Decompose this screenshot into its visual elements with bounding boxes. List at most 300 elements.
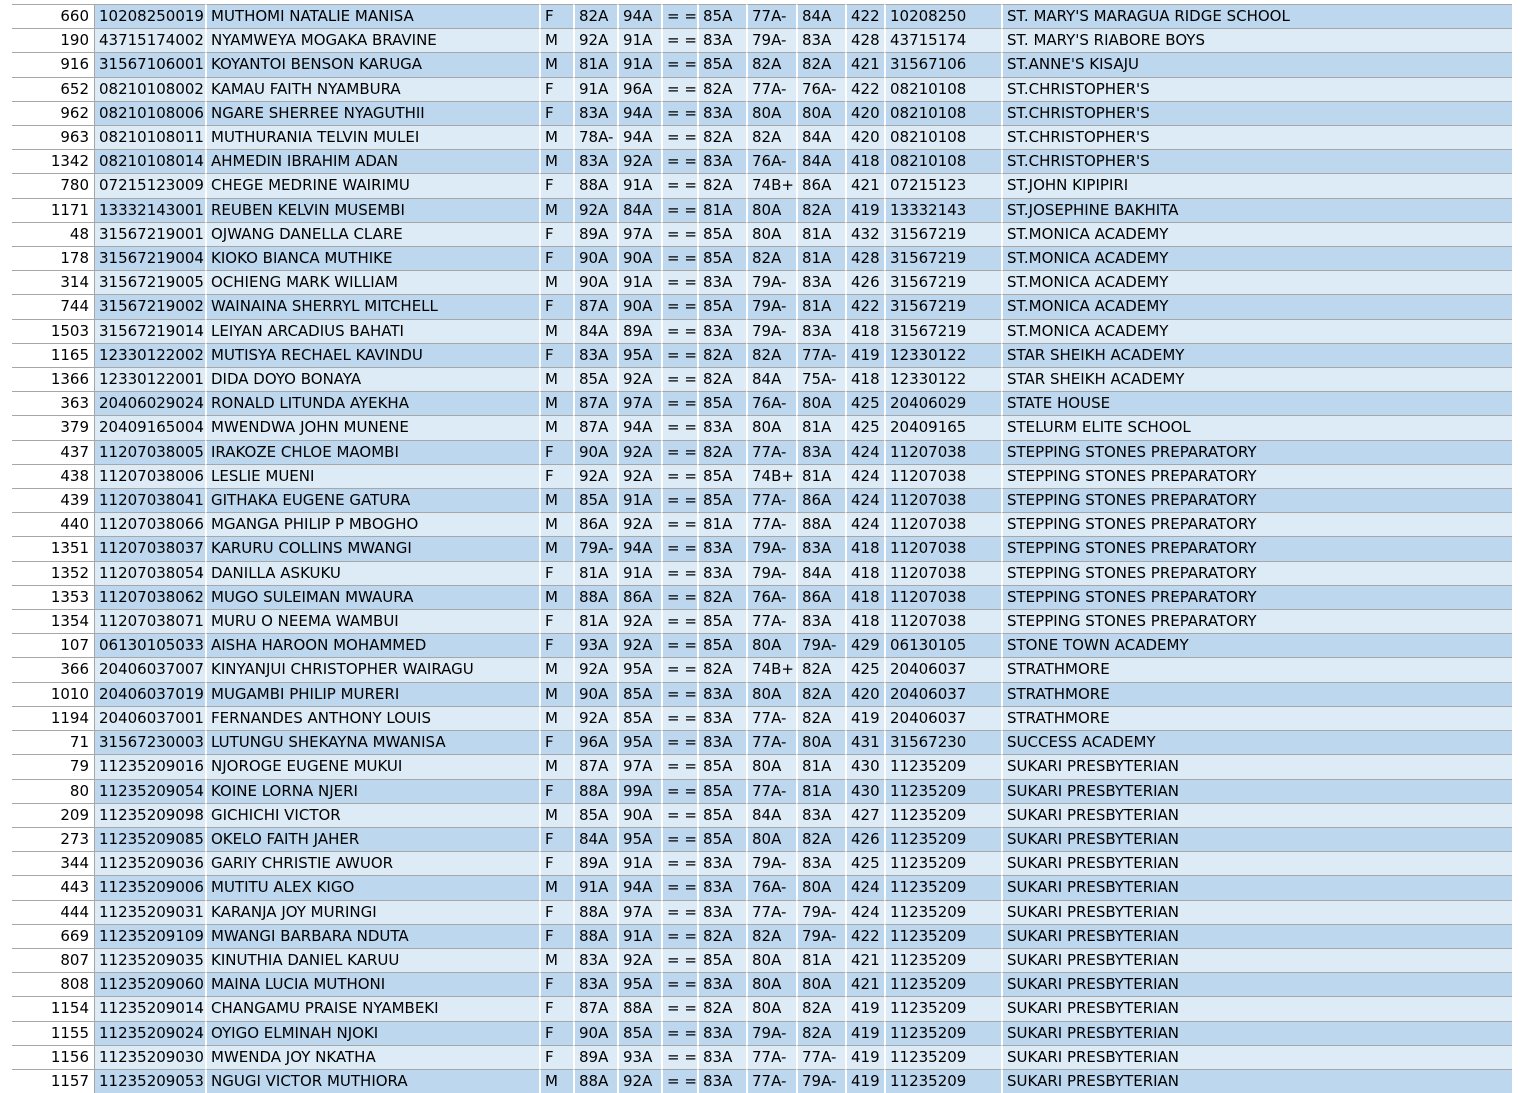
grade-cell: 90A bbox=[573, 682, 617, 706]
candidate-name-cell: OCHIENG MARK WILLIAM bbox=[205, 270, 539, 294]
position-cell: 1366 bbox=[12, 367, 95, 391]
school-name-cell: ST.JOHN KIPIPIRI bbox=[1001, 173, 1512, 197]
candidate-name-cell: KOYANTOI BENSON KARUGA bbox=[205, 52, 539, 76]
grade-cell: 92A bbox=[617, 948, 661, 972]
grade-cell: 79A- bbox=[796, 924, 845, 948]
school-name-cell: ST.JOSEPHINE BAKHITA bbox=[1001, 198, 1512, 222]
school-code-cell: 11235209 bbox=[884, 1069, 1001, 1093]
position-cell: 438 bbox=[12, 464, 95, 488]
grade-cell: 83A bbox=[697, 149, 746, 173]
grade-cell: 81A bbox=[796, 754, 845, 778]
total-marks-cell: 427 bbox=[845, 803, 884, 827]
grade-cell: = = bbox=[661, 536, 697, 560]
grade-cell: 92A bbox=[573, 706, 617, 730]
position-cell: 1010 bbox=[12, 682, 95, 706]
candidate-name-cell: NGUGI VICTOR MUTHIORA bbox=[205, 1069, 539, 1093]
position-cell: 1194 bbox=[12, 706, 95, 730]
index-number-cell: 43715174002 bbox=[95, 28, 205, 52]
school-code-cell: 10208250 bbox=[884, 4, 1001, 28]
position-cell: 660 bbox=[12, 4, 95, 28]
grade-cell: = = bbox=[661, 149, 697, 173]
grade-cell: 89A bbox=[573, 1045, 617, 1069]
position-cell: 48 bbox=[12, 222, 95, 246]
grade-cell: 77A- bbox=[746, 1069, 796, 1093]
index-number-cell: 11235209109 bbox=[95, 924, 205, 948]
index-number-cell: 11235209031 bbox=[95, 900, 205, 924]
total-marks-cell: 425 bbox=[845, 391, 884, 415]
grade-cell: 91A bbox=[617, 173, 661, 197]
gender-cell: M bbox=[539, 270, 573, 294]
school-name-cell: STEPPING STONES PREPARATORY bbox=[1001, 536, 1512, 560]
grade-cell: 83A bbox=[697, 536, 746, 560]
grade-cell: 85A bbox=[697, 464, 746, 488]
candidate-name-cell: OJWANG DANELLA CLARE bbox=[205, 222, 539, 246]
table-row bbox=[12, 52, 1512, 76]
position-cell: 1342 bbox=[12, 149, 95, 173]
grade-cell: 88A bbox=[573, 900, 617, 924]
school-name-cell: ST.CHRISTOPHER'S bbox=[1001, 77, 1512, 101]
index-number-cell: 20406037007 bbox=[95, 657, 205, 681]
school-code-cell: 11235209 bbox=[884, 875, 1001, 899]
school-code-cell: 31567219 bbox=[884, 294, 1001, 318]
grade-cell: 86A bbox=[796, 173, 845, 197]
total-marks-cell: 424 bbox=[845, 464, 884, 488]
grade-cell: 97A bbox=[617, 900, 661, 924]
position-cell: 107 bbox=[12, 633, 95, 657]
total-marks-cell: 418 bbox=[845, 561, 884, 585]
total-marks-cell: 418 bbox=[845, 536, 884, 560]
total-marks-cell: 419 bbox=[845, 343, 884, 367]
school-name-cell: ST. MARY'S RIABORE BOYS bbox=[1001, 28, 1512, 52]
grade-cell: 90A bbox=[573, 270, 617, 294]
grade-cell: 85A bbox=[697, 294, 746, 318]
table-row bbox=[12, 972, 1512, 996]
table-row bbox=[12, 391, 1512, 415]
school-name-cell: STEPPING STONES PREPARATORY bbox=[1001, 464, 1512, 488]
total-marks-cell: 422 bbox=[845, 924, 884, 948]
grade-cell: = = bbox=[661, 77, 697, 101]
grade-cell: 90A bbox=[573, 246, 617, 270]
grade-cell: 82A bbox=[796, 682, 845, 706]
grade-cell: = = bbox=[661, 585, 697, 609]
grade-cell: 81A bbox=[697, 512, 746, 536]
table-row bbox=[12, 149, 1512, 173]
grade-cell: 82A bbox=[697, 343, 746, 367]
grade-cell: = = bbox=[661, 222, 697, 246]
candidate-name-cell: MWENDWA JOHN MUNENE bbox=[205, 415, 539, 439]
total-marks-cell: 421 bbox=[845, 173, 884, 197]
grade-cell: = = bbox=[661, 270, 697, 294]
school-name-cell: ST.MONICA ACADEMY bbox=[1001, 246, 1512, 270]
school-name-cell: STAR SHEIKH ACADEMY bbox=[1001, 343, 1512, 367]
grade-cell: 85A bbox=[617, 682, 661, 706]
results-body bbox=[12, 4, 1512, 1093]
school-code-cell: 11207038 bbox=[884, 609, 1001, 633]
candidate-name-cell: MURU O NEEMA WAMBUI bbox=[205, 609, 539, 633]
grade-cell: 83A bbox=[697, 730, 746, 754]
grade-cell: 79A- bbox=[746, 294, 796, 318]
grade-cell: 94A bbox=[617, 875, 661, 899]
grade-cell: 85A bbox=[697, 391, 746, 415]
index-number-cell: 06130105033 bbox=[95, 633, 205, 657]
index-number-cell: 11235209098 bbox=[95, 803, 205, 827]
position-cell: 314 bbox=[12, 270, 95, 294]
grade-cell: 77A- bbox=[746, 488, 796, 512]
index-number-cell: 31567106001 bbox=[95, 52, 205, 76]
table-row bbox=[12, 633, 1512, 657]
grade-cell: 83A bbox=[796, 803, 845, 827]
grade-cell: 80A bbox=[746, 415, 796, 439]
school-name-cell: ST.ANNE'S KISAJU bbox=[1001, 52, 1512, 76]
grade-cell: 85A bbox=[697, 488, 746, 512]
grade-cell: 85A bbox=[697, 4, 746, 28]
grade-cell: 84A bbox=[746, 803, 796, 827]
total-marks-cell: 422 bbox=[845, 4, 884, 28]
total-marks-cell: 424 bbox=[845, 440, 884, 464]
school-code-cell: 20409165 bbox=[884, 415, 1001, 439]
grade-cell: = = bbox=[661, 391, 697, 415]
grade-cell: 83A bbox=[573, 972, 617, 996]
position-cell: 1155 bbox=[12, 1021, 95, 1045]
table-row bbox=[12, 682, 1512, 706]
grade-cell: 82A bbox=[697, 173, 746, 197]
index-number-cell: 11235209014 bbox=[95, 996, 205, 1020]
grade-cell: 85A bbox=[697, 222, 746, 246]
grade-cell: 80A bbox=[796, 391, 845, 415]
gender-cell: F bbox=[539, 779, 573, 803]
grade-cell: 91A bbox=[617, 924, 661, 948]
grade-cell: 83A bbox=[573, 948, 617, 972]
grade-cell: 83A bbox=[697, 270, 746, 294]
school-code-cell: 20406037 bbox=[884, 657, 1001, 681]
grade-cell: 90A bbox=[617, 294, 661, 318]
table-row bbox=[12, 464, 1512, 488]
school-name-cell: SUKARI PRESBYTERIAN bbox=[1001, 851, 1512, 875]
table-row bbox=[12, 657, 1512, 681]
grade-cell: 80A bbox=[796, 972, 845, 996]
grade-cell: = = bbox=[661, 415, 697, 439]
table-row bbox=[12, 827, 1512, 851]
school-code-cell: 08210108 bbox=[884, 77, 1001, 101]
grade-cell: = = bbox=[661, 246, 697, 270]
index-number-cell: 11235209030 bbox=[95, 1045, 205, 1069]
table-row bbox=[12, 294, 1512, 318]
grade-cell: 85A bbox=[697, 754, 746, 778]
table-row bbox=[12, 996, 1512, 1020]
index-number-cell: 11207038062 bbox=[95, 585, 205, 609]
total-marks-cell: 418 bbox=[845, 609, 884, 633]
index-number-cell: 11235209085 bbox=[95, 827, 205, 851]
gender-cell: F bbox=[539, 972, 573, 996]
grade-cell: 82A bbox=[697, 585, 746, 609]
position-cell: 963 bbox=[12, 125, 95, 149]
grade-cell: 79A- bbox=[746, 319, 796, 343]
gender-cell: M bbox=[539, 657, 573, 681]
gender-cell: F bbox=[539, 464, 573, 488]
grade-cell: 77A- bbox=[746, 4, 796, 28]
gender-cell: F bbox=[539, 77, 573, 101]
school-name-cell: ST.CHRISTOPHER'S bbox=[1001, 101, 1512, 125]
school-name-cell: SUKARI PRESBYTERIAN bbox=[1001, 948, 1512, 972]
grade-cell: 81A bbox=[573, 609, 617, 633]
total-marks-cell: 425 bbox=[845, 657, 884, 681]
candidate-name-cell: OKELO FAITH JAHER bbox=[205, 827, 539, 851]
grade-cell: 91A bbox=[617, 561, 661, 585]
table-row bbox=[12, 440, 1512, 464]
grade-cell: 82A bbox=[697, 77, 746, 101]
gender-cell: F bbox=[539, 101, 573, 125]
grade-cell: 91A bbox=[617, 52, 661, 76]
gender-cell: F bbox=[539, 222, 573, 246]
school-code-cell: 11235209 bbox=[884, 827, 1001, 851]
school-name-cell: SUKARI PRESBYTERIAN bbox=[1001, 972, 1512, 996]
school-code-cell: 11235209 bbox=[884, 851, 1001, 875]
grade-cell: 89A bbox=[573, 222, 617, 246]
grade-cell: = = bbox=[661, 319, 697, 343]
grade-cell: 92A bbox=[617, 149, 661, 173]
candidate-name-cell: MWENDA JOY NKATHA bbox=[205, 1045, 539, 1069]
position-cell: 1354 bbox=[12, 609, 95, 633]
candidate-name-cell: KAMAU FAITH NYAMBURA bbox=[205, 77, 539, 101]
grade-cell: 90A bbox=[573, 440, 617, 464]
grade-cell: 77A- bbox=[746, 900, 796, 924]
table-row bbox=[12, 561, 1512, 585]
grade-cell: 80A bbox=[746, 996, 796, 1020]
table-row bbox=[12, 851, 1512, 875]
table-row bbox=[12, 246, 1512, 270]
grade-cell: = = bbox=[661, 803, 697, 827]
grade-cell: 83A bbox=[697, 851, 746, 875]
total-marks-cell: 419 bbox=[845, 1045, 884, 1069]
grade-cell: 82A bbox=[796, 706, 845, 730]
grade-cell: 83A bbox=[697, 415, 746, 439]
gender-cell: F bbox=[539, 924, 573, 948]
grade-cell: 83A bbox=[573, 343, 617, 367]
grade-cell: = = bbox=[661, 488, 697, 512]
gender-cell: F bbox=[539, 1045, 573, 1069]
total-marks-cell: 430 bbox=[845, 779, 884, 803]
candidate-name-cell: KINYANJUI CHRISTOPHER WAIRAGU bbox=[205, 657, 539, 681]
gender-cell: M bbox=[539, 319, 573, 343]
grade-cell: 83A bbox=[796, 851, 845, 875]
position-cell: 178 bbox=[12, 246, 95, 270]
table-row bbox=[12, 754, 1512, 778]
gender-cell: M bbox=[539, 367, 573, 391]
index-number-cell: 08210108011 bbox=[95, 125, 205, 149]
school-code-cell: 20406037 bbox=[884, 682, 1001, 706]
school-name-cell: STELURM ELITE SCHOOL bbox=[1001, 415, 1512, 439]
grade-cell: 92A bbox=[617, 633, 661, 657]
grade-cell: 82A bbox=[573, 4, 617, 28]
grade-cell: 81A bbox=[796, 294, 845, 318]
grade-cell: 88A bbox=[573, 1069, 617, 1093]
grade-cell: 80A bbox=[796, 730, 845, 754]
grade-cell: 85A bbox=[573, 367, 617, 391]
grade-cell: 81A bbox=[796, 222, 845, 246]
index-number-cell: 11235209016 bbox=[95, 754, 205, 778]
school-code-cell: 31567219 bbox=[884, 222, 1001, 246]
school-name-cell: SUKARI PRESBYTERIAN bbox=[1001, 875, 1512, 899]
position-cell: 916 bbox=[12, 52, 95, 76]
index-number-cell: 11207038066 bbox=[95, 512, 205, 536]
candidate-name-cell: LESLIE MUENI bbox=[205, 464, 539, 488]
grade-cell: 83A bbox=[697, 972, 746, 996]
position-cell: 80 bbox=[12, 779, 95, 803]
candidate-name-cell: MUTHURANIA TELVIN MULEI bbox=[205, 125, 539, 149]
school-name-cell: STRATHMORE bbox=[1001, 657, 1512, 681]
grade-cell: 91A bbox=[617, 28, 661, 52]
school-code-cell: 43715174 bbox=[884, 28, 1001, 52]
total-marks-cell: 421 bbox=[845, 948, 884, 972]
school-code-cell: 11207038 bbox=[884, 464, 1001, 488]
grade-cell: 76A- bbox=[746, 149, 796, 173]
grade-cell: 88A bbox=[617, 996, 661, 1020]
table-row bbox=[12, 173, 1512, 197]
grade-cell: = = bbox=[661, 101, 697, 125]
grade-cell: 85A bbox=[697, 246, 746, 270]
index-number-cell: 31567219014 bbox=[95, 319, 205, 343]
school-name-cell: SUKARI PRESBYTERIAN bbox=[1001, 1021, 1512, 1045]
candidate-name-cell: AHMEDIN IBRAHIM ADAN bbox=[205, 149, 539, 173]
grade-cell: 81A bbox=[796, 779, 845, 803]
table-row bbox=[12, 948, 1512, 972]
candidate-name-cell: MGANGA PHILIP P MBOGHO bbox=[205, 512, 539, 536]
grade-cell: 83A bbox=[697, 875, 746, 899]
grade-cell: 89A bbox=[573, 851, 617, 875]
grade-cell: 95A bbox=[617, 657, 661, 681]
table-row bbox=[12, 924, 1512, 948]
gender-cell: M bbox=[539, 198, 573, 222]
school-code-cell: 31567230 bbox=[884, 730, 1001, 754]
table-row bbox=[12, 875, 1512, 899]
grade-cell: 74B+ bbox=[746, 173, 796, 197]
total-marks-cell: 421 bbox=[845, 52, 884, 76]
position-cell: 439 bbox=[12, 488, 95, 512]
gender-cell: M bbox=[539, 125, 573, 149]
grade-cell: 94A bbox=[617, 4, 661, 28]
grade-cell: 93A bbox=[573, 633, 617, 657]
grade-cell: 75A- bbox=[796, 367, 845, 391]
grade-cell: 83A bbox=[697, 1045, 746, 1069]
school-code-cell: 13332143 bbox=[884, 198, 1001, 222]
grade-cell: = = bbox=[661, 754, 697, 778]
grade-cell: 83A bbox=[573, 101, 617, 125]
grade-cell: 94A bbox=[617, 415, 661, 439]
school-name-cell: ST.CHRISTOPHER'S bbox=[1001, 125, 1512, 149]
school-code-cell: 08210108 bbox=[884, 125, 1001, 149]
school-name-cell: STEPPING STONES PREPARATORY bbox=[1001, 609, 1512, 633]
grade-cell: 97A bbox=[617, 391, 661, 415]
grade-cell: 91A bbox=[617, 488, 661, 512]
grade-cell: 85A bbox=[573, 803, 617, 827]
position-cell: 1503 bbox=[12, 319, 95, 343]
grade-cell: 77A- bbox=[746, 706, 796, 730]
grade-cell: 97A bbox=[617, 222, 661, 246]
grade-cell: 83A bbox=[796, 319, 845, 343]
grade-cell: 84A bbox=[746, 367, 796, 391]
position-cell: 443 bbox=[12, 875, 95, 899]
index-number-cell: 31567219004 bbox=[95, 246, 205, 270]
grade-cell: 83A bbox=[697, 319, 746, 343]
grade-cell: 76A- bbox=[746, 875, 796, 899]
school-name-cell: ST.MONICA ACADEMY bbox=[1001, 294, 1512, 318]
grade-cell: 77A- bbox=[746, 440, 796, 464]
candidate-name-cell: KOINE LORNA NJERI bbox=[205, 779, 539, 803]
candidate-name-cell: LUTUNGU SHEKAYNA MWANISA bbox=[205, 730, 539, 754]
total-marks-cell: 420 bbox=[845, 101, 884, 125]
table-row bbox=[12, 609, 1512, 633]
grade-cell: 77A- bbox=[746, 609, 796, 633]
grade-cell: 79A- bbox=[746, 1021, 796, 1045]
candidate-name-cell: DANILLA ASKUKU bbox=[205, 561, 539, 585]
school-code-cell: 11207038 bbox=[884, 488, 1001, 512]
school-code-cell: 11235209 bbox=[884, 1045, 1001, 1069]
grade-cell: 81A bbox=[796, 948, 845, 972]
school-name-cell: ST.MONICA ACADEMY bbox=[1001, 222, 1512, 246]
index-number-cell: 11235209054 bbox=[95, 779, 205, 803]
school-code-cell: 11235209 bbox=[884, 803, 1001, 827]
school-code-cell: 08210108 bbox=[884, 149, 1001, 173]
grade-cell: 80A bbox=[746, 948, 796, 972]
grade-cell: 94A bbox=[617, 101, 661, 125]
grade-cell: 85A bbox=[617, 706, 661, 730]
grade-cell: 88A bbox=[796, 512, 845, 536]
index-number-cell: 11207038041 bbox=[95, 488, 205, 512]
grade-cell: 83A bbox=[697, 28, 746, 52]
table-row bbox=[12, 512, 1512, 536]
grade-cell: 86A bbox=[573, 512, 617, 536]
candidate-name-cell: RONALD LITUNDA AYEKHA bbox=[205, 391, 539, 415]
table-row bbox=[12, 28, 1512, 52]
grade-cell: 81A bbox=[697, 198, 746, 222]
grade-cell: 96A bbox=[617, 77, 661, 101]
school-code-cell: 07215123 bbox=[884, 173, 1001, 197]
school-name-cell: STRATHMORE bbox=[1001, 706, 1512, 730]
table-row bbox=[12, 1021, 1512, 1045]
grade-cell: 82A bbox=[697, 657, 746, 681]
total-marks-cell: 419 bbox=[845, 996, 884, 1020]
gender-cell: F bbox=[539, 246, 573, 270]
position-cell: 440 bbox=[12, 512, 95, 536]
index-number-cell: 11207038071 bbox=[95, 609, 205, 633]
position-cell: 437 bbox=[12, 440, 95, 464]
grade-cell: 74B+ bbox=[746, 657, 796, 681]
grade-cell: 83A bbox=[796, 609, 845, 633]
grade-cell: 74B+ bbox=[746, 464, 796, 488]
grade-cell: 83A bbox=[796, 440, 845, 464]
table-row bbox=[12, 319, 1512, 343]
position-cell: 1353 bbox=[12, 585, 95, 609]
grade-cell: 92A bbox=[573, 657, 617, 681]
grade-cell: 83A bbox=[697, 101, 746, 125]
index-number-cell: 11235209024 bbox=[95, 1021, 205, 1045]
candidate-name-cell: FERNANDES ANTHONY LOUIS bbox=[205, 706, 539, 730]
gender-cell: M bbox=[539, 754, 573, 778]
index-number-cell: 31567219005 bbox=[95, 270, 205, 294]
grade-cell: = = bbox=[661, 875, 697, 899]
position-cell: 209 bbox=[12, 803, 95, 827]
grade-cell: 82A bbox=[697, 996, 746, 1020]
gender-cell: M bbox=[539, 415, 573, 439]
gender-cell: M bbox=[539, 52, 573, 76]
position-cell: 744 bbox=[12, 294, 95, 318]
grade-cell: 81A bbox=[796, 464, 845, 488]
total-marks-cell: 419 bbox=[845, 1069, 884, 1093]
table-row bbox=[12, 4, 1512, 28]
grade-cell: 81A bbox=[796, 246, 845, 270]
table-row bbox=[12, 730, 1512, 754]
total-marks-cell: 420 bbox=[845, 125, 884, 149]
